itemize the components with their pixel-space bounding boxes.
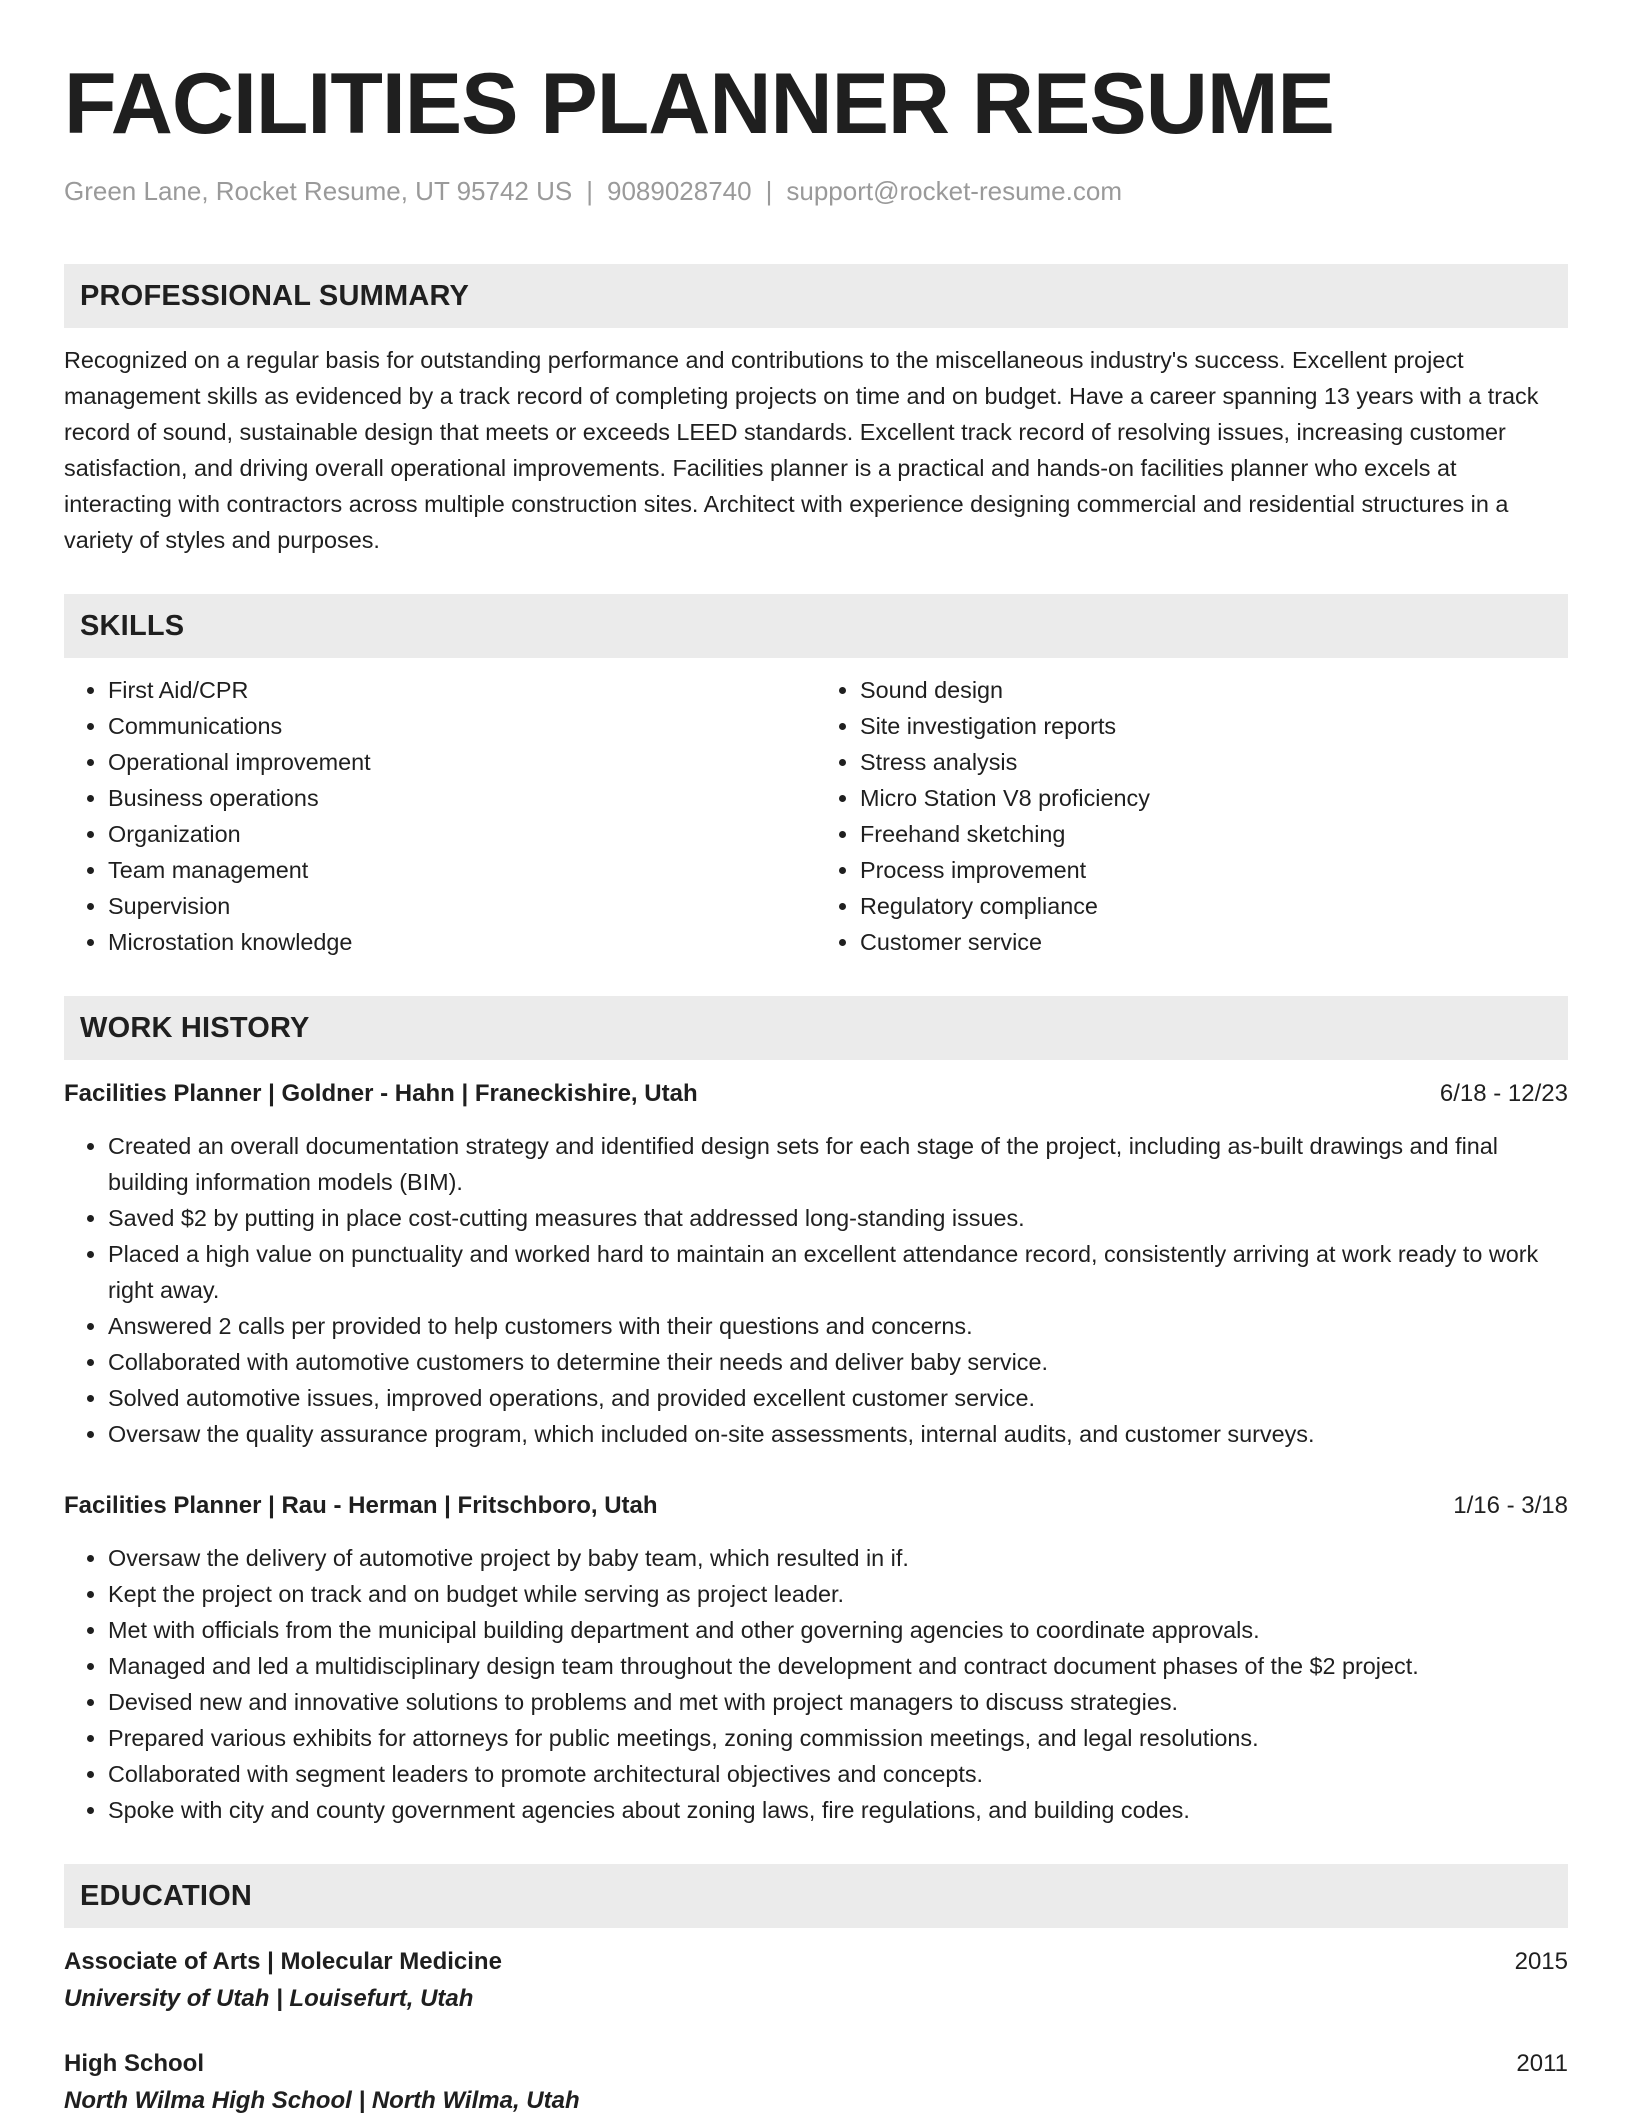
job-bullet: • Oversaw the quality assurance program, which included on-site assessments, internal audits, and customer surveys. xyxy=(108,1416,1568,1452)
skill-item: • Process improvement xyxy=(860,852,1568,888)
education-heading: EDUCATION xyxy=(64,1864,1568,1928)
skills-list xyxy=(64,672,1568,960)
skill-item: • Stress analysis xyxy=(860,744,1568,780)
skill-item: • Communications xyxy=(108,708,816,744)
job-bullets xyxy=(64,1128,1568,1452)
education-school: University of Utah | Louisefurt, Utah xyxy=(64,1985,474,2012)
contact-phone: 9089028740 xyxy=(607,176,752,206)
job-bullet: • Placed a high value on punctuality and worked hard to maintain an excellent attendance record, consistently arriving at work ready to work right away. xyxy=(108,1236,1568,1308)
summary-heading: PROFESSIONAL SUMMARY xyxy=(64,264,1568,328)
skill-item: • Supervision xyxy=(108,888,816,924)
job-bullet: • Met with officials from the municipal building department and other governing agencies to coordinate approvals. xyxy=(108,1612,1568,1648)
skill-item: • Site investigation reports xyxy=(860,708,1568,744)
skill-item: • Sound design xyxy=(860,672,1568,708)
contact-email: support@rocket-resume.com xyxy=(786,176,1122,206)
summary-text: Recognized on a regular basis for outstanding performance and contributions to the miscellaneous industry's success. Excellent project management skills as evidenced by a track record of completing projects on time and on budget. Have a career spanning 13 years with a track record of sound, sustainable design that meets or exceeds LEED standards. Excellent track record of resolving issues, increasing customer satisfaction, and driving overall operational improvements. Facilities planner is a practical and hands-on facilities planner who excels at interacting with contractors across multiple construction sites. Architect with experience designing commercial and residential structures in a variety of styles and purposes. xyxy=(64,347,1539,553)
job-bullet: • Collaborated with segment leaders to promote architectural objectives and concepts. xyxy=(108,1756,1568,1792)
job-bullet: • Saved $2 by putting in place cost-cutting measures that addressed long-standing issues. xyxy=(108,1200,1568,1236)
skill-item: • First Aid/CPR xyxy=(108,672,816,708)
job-bullet: • Prepared various exhibits for attorneys for public meetings, zoning commission meetings, and legal resolutions. xyxy=(108,1720,1568,1756)
skill-item: • Organization xyxy=(108,816,816,852)
skill-item: • Microstation knowledge xyxy=(108,924,816,960)
contact-separator: | xyxy=(586,176,593,206)
skill-item: • Team management xyxy=(108,852,816,888)
job-entry xyxy=(64,1488,1568,1828)
education-entry xyxy=(64,1944,1568,2018)
work-history-heading: WORK HISTORY xyxy=(64,996,1568,1060)
job-bullet: • Answered 2 calls per provided to help customers with their questions and concerns. xyxy=(108,1308,1568,1344)
skills-column-left xyxy=(64,672,816,960)
job-bullet: • Created an overall documentation strategy and identified design sets for each stage of the project, including as-built drawings and final building information models (BIM). xyxy=(108,1128,1568,1200)
skill-item: • Customer service xyxy=(860,924,1568,960)
job-header xyxy=(64,1076,1568,1112)
job-dates: 1/16 - 3/18 xyxy=(1453,1492,1568,1519)
skill-item: • Business operations xyxy=(108,780,816,816)
skills-heading: SKILLS xyxy=(64,594,1568,658)
job-bullet: • Kept the project on track and on budget while serving as project leader. xyxy=(108,1576,1568,1612)
skills-column-right xyxy=(816,672,1568,960)
contact-line xyxy=(64,174,1568,208)
job-title: Facilities Planner | Rau - Herman | Fritschboro, Utah xyxy=(64,1492,658,1519)
job-bullets xyxy=(64,1540,1568,1828)
education-school: North Wilma High School | North Wilma, Utah xyxy=(64,2087,580,2114)
skill-item: • Regulatory compliance xyxy=(860,888,1568,924)
job-bullet: • Devised new and innovative solutions to problems and met with project managers to discuss strategies. xyxy=(108,1684,1568,1720)
job-bullet: • Collaborated with automotive customers to determine their needs and deliver baby service. xyxy=(108,1344,1568,1380)
education-year: 2015 xyxy=(1514,1948,1568,1975)
education-header xyxy=(64,1944,1568,1980)
job-entry xyxy=(64,1076,1568,1452)
contact-separator: | xyxy=(765,176,773,206)
education-header xyxy=(64,2046,1568,2082)
contact-address: Green Lane, Rocket Resume, UT 95742 US xyxy=(64,176,573,206)
job-title: Facilities Planner | Goldner - Hahn | Franeckishire, Utah xyxy=(64,1080,698,1107)
page-title: FACILITIES PLANNER RESUME xyxy=(64,56,1334,152)
skill-item: • Freehand sketching xyxy=(860,816,1568,852)
skill-item: • Operational improvement xyxy=(108,744,816,780)
job-bullet: • Oversaw the delivery of automotive project by baby team, which resulted in if. xyxy=(108,1540,1568,1576)
job-bullet: • Solved automotive issues, improved operations, and provided excellent customer service. xyxy=(108,1380,1568,1416)
education-degree: Associate of Arts | Molecular Medicine xyxy=(64,1948,502,1975)
job-dates: 6/18 - 12/23 xyxy=(1439,1080,1568,1107)
skill-item: • Micro Station V8 proficiency xyxy=(860,780,1568,816)
job-header xyxy=(64,1488,1568,1524)
education-year: 2011 xyxy=(1516,2050,1568,2077)
job-bullet: • Spoke with city and county government agencies about zoning laws, fire regulations, and building codes. xyxy=(108,1792,1568,1828)
education-degree: High School xyxy=(64,2050,204,2077)
education-entry xyxy=(64,2046,1568,2120)
job-bullet: • Managed and led a multidisciplinary design team throughout the development and contract document phases of the $2 project. xyxy=(108,1648,1568,1684)
